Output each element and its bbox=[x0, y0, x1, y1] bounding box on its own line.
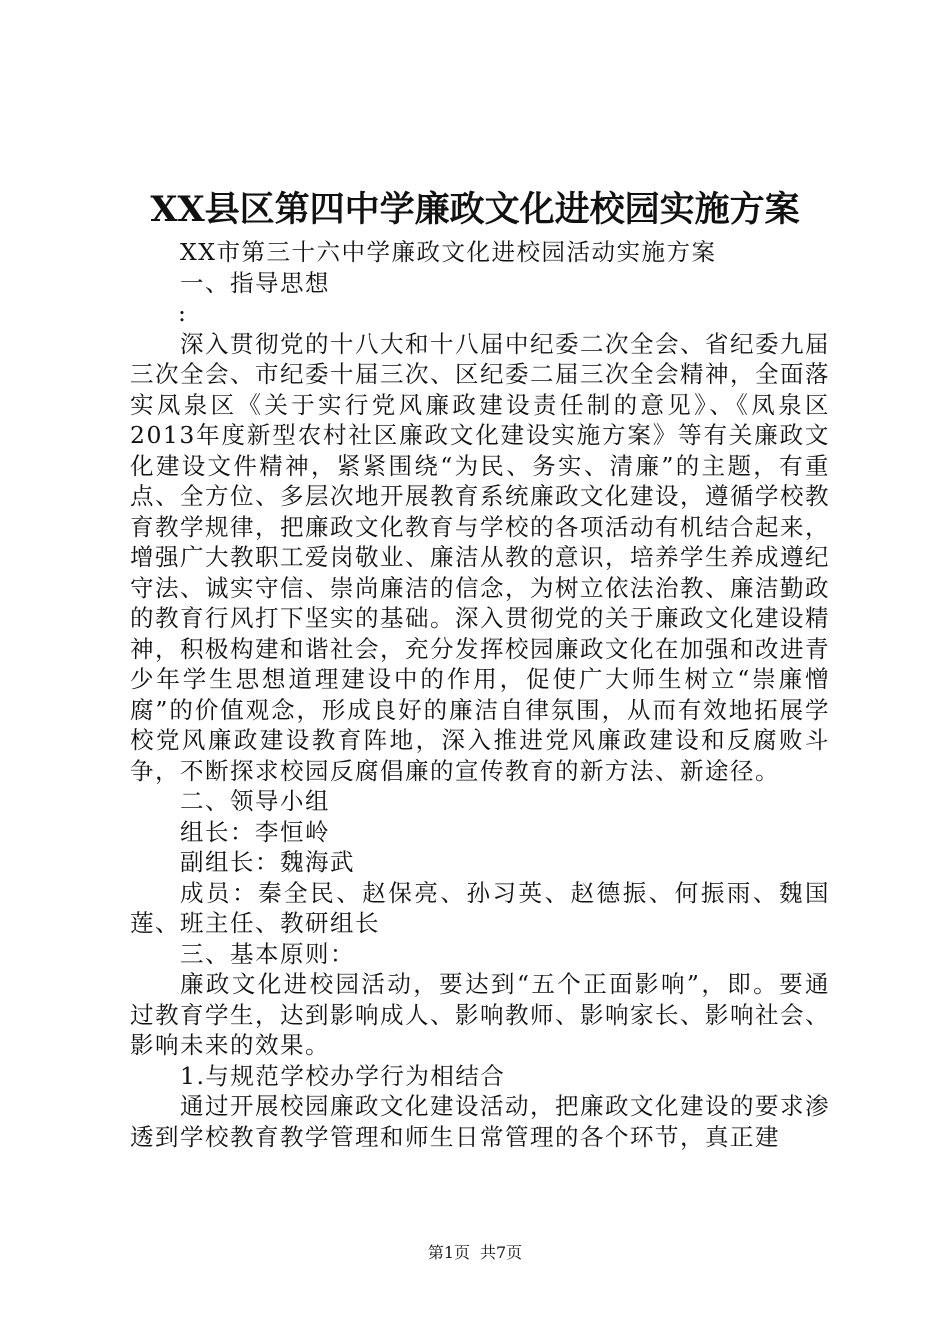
body-paragraph: 通过开展校园廉政文化建设活动，把廉政文化建设的要求渗透到学校教育教学管理和师生日常管理的各个环节，真正建 bbox=[130, 1092, 830, 1151]
document-title: XX县区第四中学廉政文化进校园实施方案 bbox=[150, 189, 800, 230]
section-heading-basic-principles: 三、基本原则： bbox=[180, 939, 355, 968]
section-heading-guiding-ideology: 一、指导思想 bbox=[180, 268, 330, 297]
body-paragraph: 深入贯彻党的十八大和十八届中纪委二次全会、省纪委九届三次全会、市纪委十届三次、区纪委二届三次全会精神，全面落实凤泉区《关于实行党风廉政建设责任制的意见》、《凤泉区2013年度新型农村社区廉政文化建设实施方案》等有关廉政文化建设文件精神，紧紧围绕“为民、务实、清廉”的主题，有重点、全方位、多层次地开展教育系统廉政文化建设，遵循学校教育教学规律，把廉政文化教育与学校的各项活动有机结合起来，增强广大教职工爱岗敬业、廉洁从教的意识，培养学生养成遵纪守法、诚实守信、崇尚廉洁的信念，为树立依法治教、廉洁勤政的教育行风打下坚实的基础。深入贯彻党的关于廉政文化建设精神，积极构建和谐社会，充分发挥校园廉政文化在加强和改进青少年学生思想道理建设中的作用，促使广大师生树立“崇廉憎腐”的价值观念，形成良好的廉洁自律氛围，从而有效地拓展学校党风廉政建设教育阵地，深入推进党风廉政建设和反腐败斗争，不断探求校园反腐倡廉的宣传教育的新方法、新途径。 bbox=[130, 329, 830, 785]
page-total: 共7页 bbox=[480, 1243, 523, 1262]
page-footer bbox=[0, 1242, 950, 1264]
subtitle-line: XX市第三十六中学廉政文化进校园活动实施方案 bbox=[180, 238, 717, 266]
section-heading-leadership-group: 二、领导小组 bbox=[180, 787, 330, 815]
group-leader-line: 组长：李恒岭 bbox=[180, 817, 330, 846]
deputy-leader-line: 副组长：魏海武 bbox=[180, 848, 355, 876]
document-body bbox=[130, 237, 830, 1152]
colon-line: : bbox=[178, 299, 188, 327]
members-line: 成员：秦全民、赵保亮、孙习英、赵德振、何振雨、魏国莲、班主任、教研组长 bbox=[130, 878, 830, 937]
page-number: 第1页 bbox=[427, 1243, 470, 1262]
body-paragraph: 廉政文化进校园活动，要达到“五个正面影响”，即。要通过教育学生，达到影响成人、影响教师、影响家长、影响社会、影响未来的效果。 bbox=[130, 970, 830, 1059]
subsection-heading: 1.与规范学校办学行为相结合 bbox=[180, 1061, 506, 1090]
